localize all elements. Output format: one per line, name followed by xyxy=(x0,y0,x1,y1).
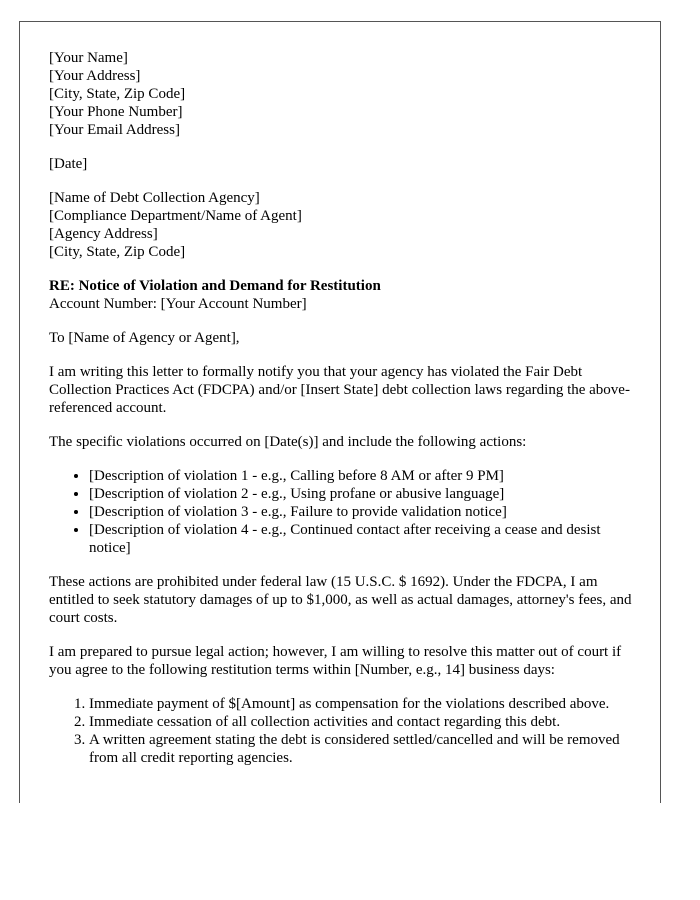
prohibited-paragraph: These actions are prohibited under federal law (15 U.S.C. $ 1692). Under the FDCPA, I am entitled to seek statutory damages of up to $1,000, as well as actual damages, attorney's fees, and court costs. xyxy=(49,574,632,626)
list-item: • [Description of violation 2 - e.g., Using profane or abusive language] xyxy=(89,485,634,503)
list-item: • [Description of violation 1 - e.g., Calling before 8 AM or after 9 PM] xyxy=(89,467,634,485)
list-item: 1. Immediate payment of $[Amount] as compensation for the violations described above. xyxy=(89,695,634,713)
account-number-line: Account Number: [Your Account Number] xyxy=(49,296,307,312)
salutation: To [Name of Agency or Agent], xyxy=(49,330,240,346)
date-block xyxy=(49,155,634,173)
letter-content xyxy=(49,49,634,783)
sender-address: [Your Address] xyxy=(49,68,141,84)
sender-address-block xyxy=(49,49,634,139)
prepared-paragraph: I am prepared to pursue legal action; however, I am willing to resolve this matter out of court if you agree to the following restitution terms within [Number, e.g., 14] business days: xyxy=(49,644,622,678)
subject-re-line: RE: Notice of Violation and Demand for Restitution xyxy=(49,278,381,294)
restitution-terms-list xyxy=(49,695,634,767)
violations-intro-paragraph: The specific violations occurred on [Date(s)] and include the following actions: xyxy=(49,434,527,450)
letter-date: [Date] xyxy=(49,156,88,172)
sender-city-state-zip: [City, State, Zip Code] xyxy=(49,86,186,102)
sender-name: [Your Name] xyxy=(49,50,128,66)
list-item: • [Description of violation 4 - e.g., Continued contact after receiving a cease and desist notice] xyxy=(89,521,634,557)
list-item: 3. A written agreement stating the debt is considered settled/cancelled and will be removed from all credit reporting agencies. xyxy=(89,731,634,767)
sender-email: [Your Email Address] xyxy=(49,122,180,138)
subject-block xyxy=(49,277,634,313)
letter-page xyxy=(19,21,661,803)
violations-list xyxy=(49,467,634,557)
recipient-city-state-zip: [City, State, Zip Code] xyxy=(49,244,186,260)
sender-phone: [Your Phone Number] xyxy=(49,104,183,120)
recipient-address-block xyxy=(49,189,634,261)
recipient-agency-name: [Name of Debt Collection Agency] xyxy=(49,190,260,206)
recipient-agency-address: [Agency Address] xyxy=(49,226,158,242)
list-item: 2. Immediate cessation of all collection activities and contact regarding this debt. xyxy=(89,713,634,731)
intro-paragraph: I am writing this letter to formally notify you that your agency has violated the Fair Debt Collection Practices Act (FDCPA) and/or [Insert State] debt collection laws regarding the above-referenced account. xyxy=(49,364,630,416)
list-item: • [Description of violation 3 - e.g., Failure to provide validation notice] xyxy=(89,503,634,521)
recipient-department: [Compliance Department/Name of Agent] xyxy=(49,208,302,224)
